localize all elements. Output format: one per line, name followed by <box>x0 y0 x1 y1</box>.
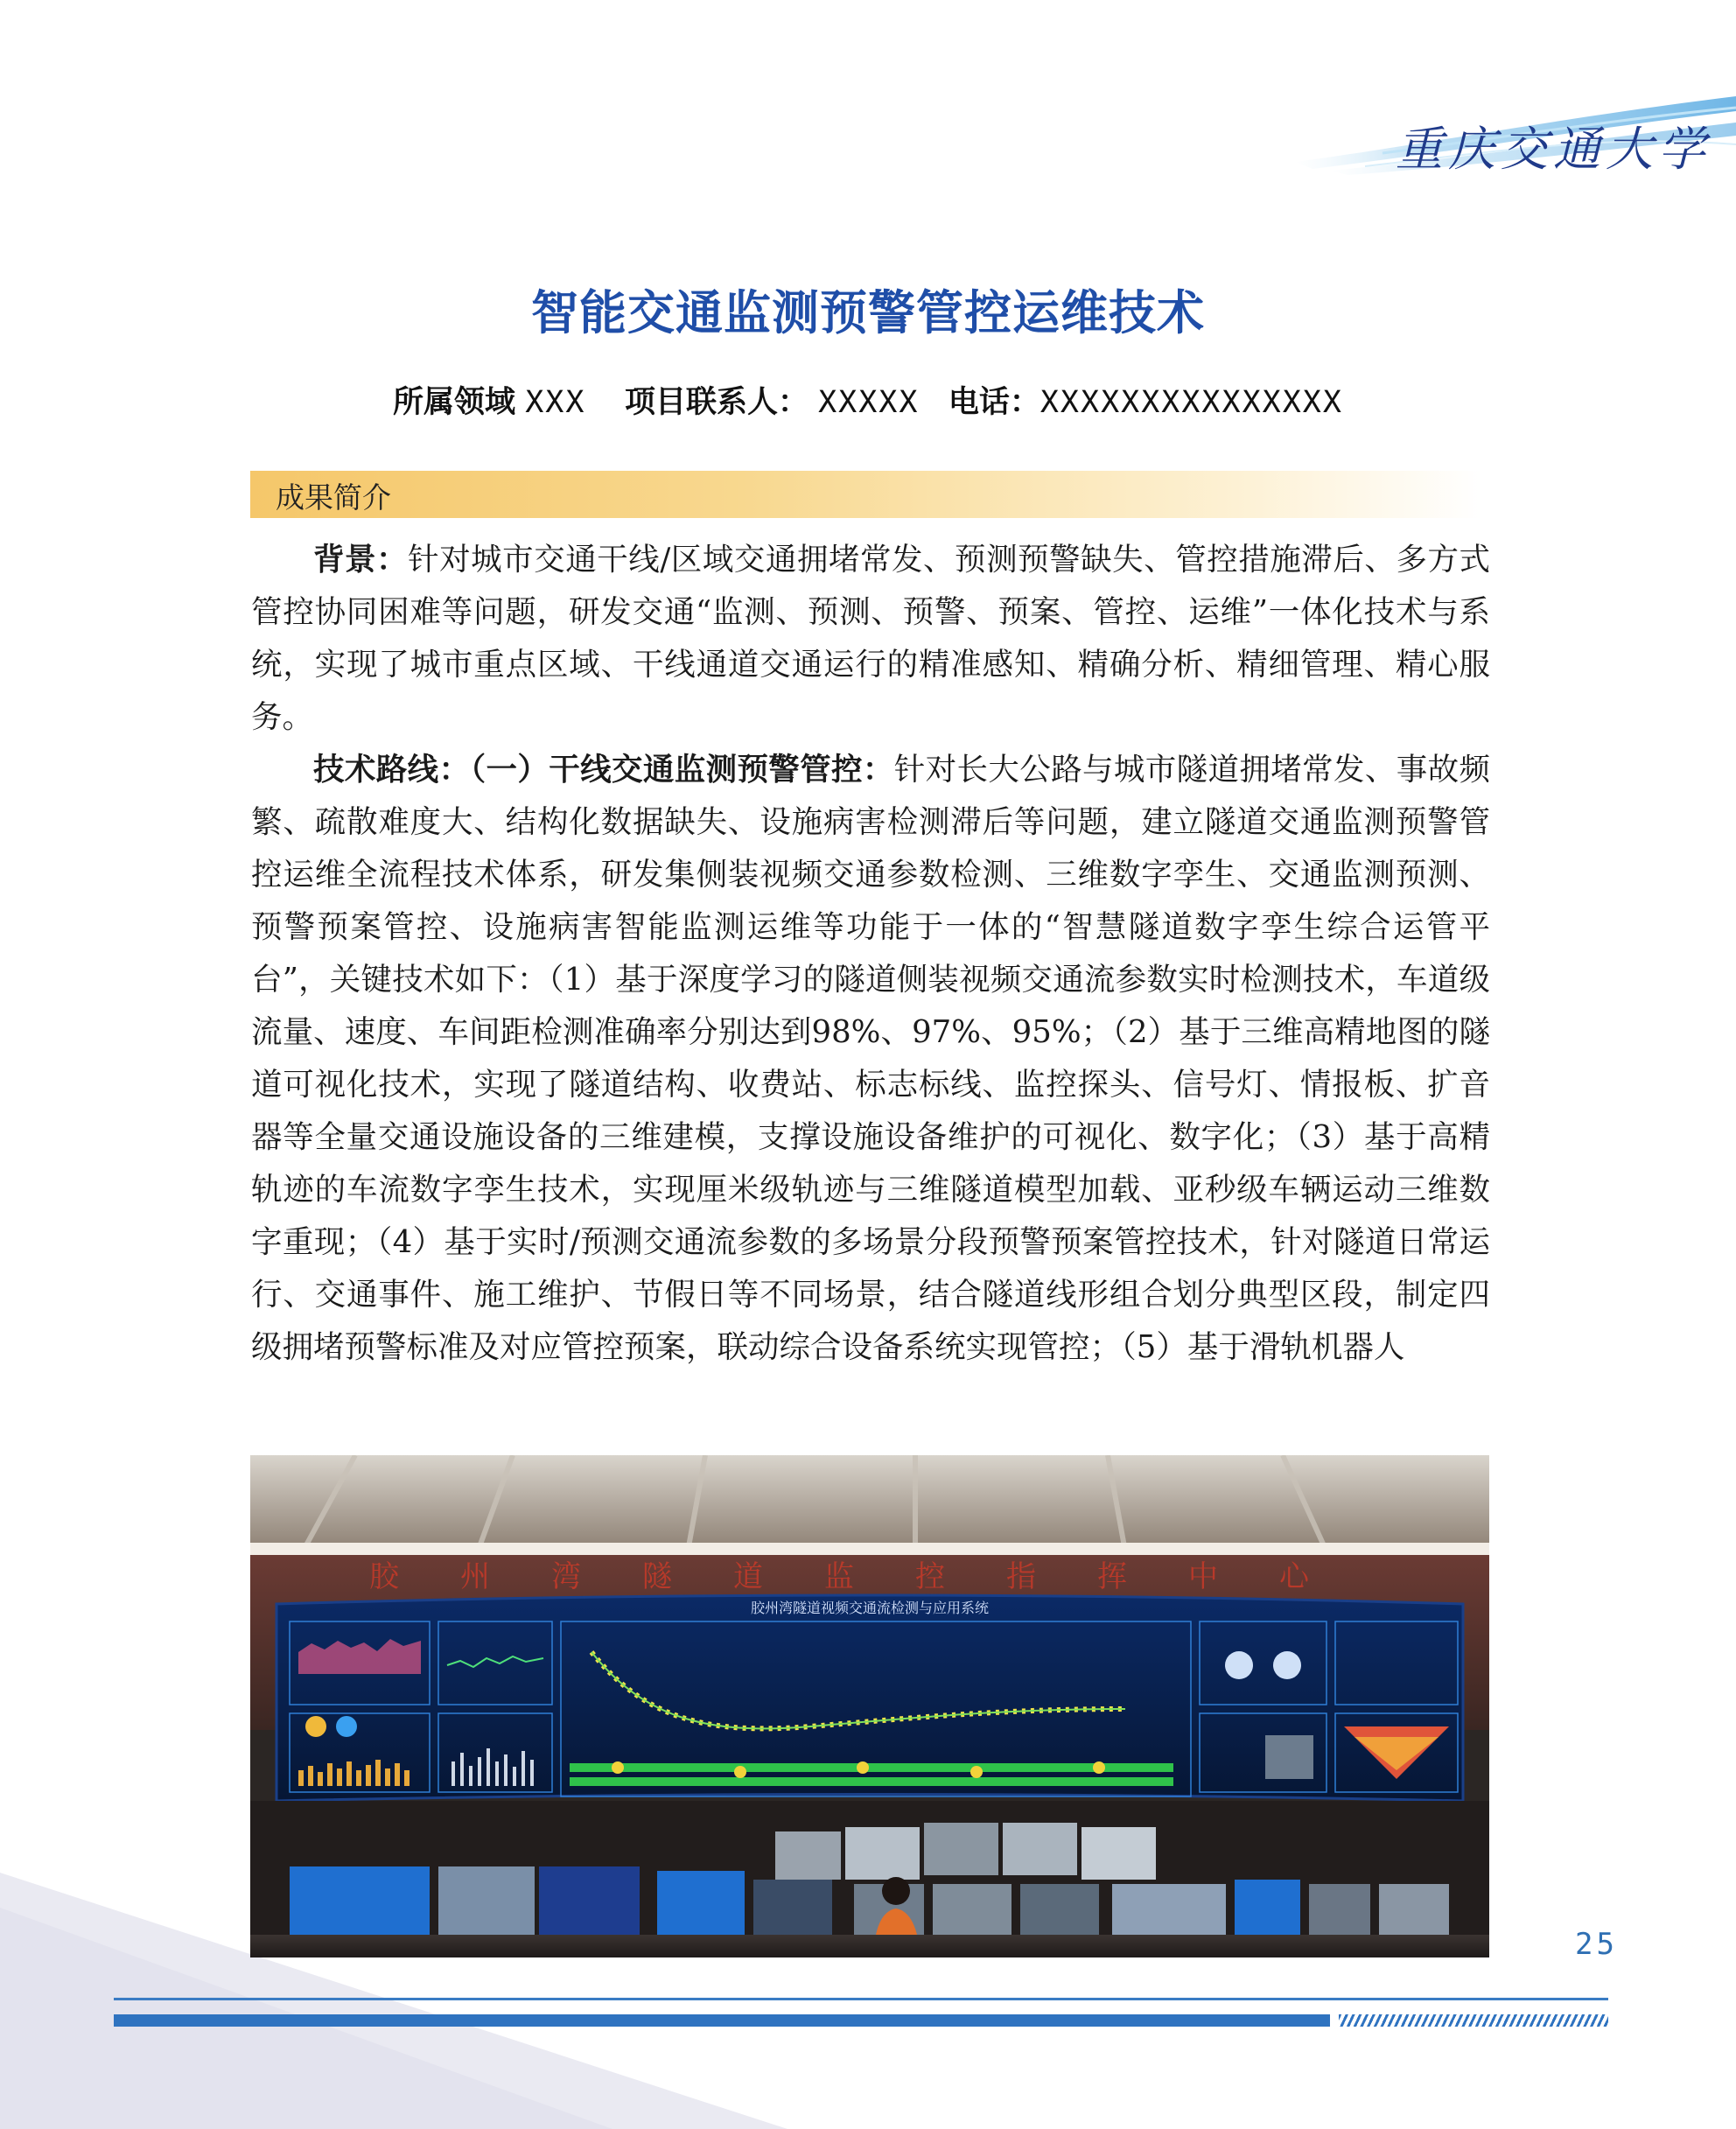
paragraph-background <box>251 534 1490 744</box>
paragraph-tech-route <box>251 744 1490 1374</box>
paragraph-text: 针对长大公路与城市隧道拥堵常发、事故频繁、疏散难度大、结构化数据缺失、设施病害检测滞后等问题，建立隧道交通监测预警管控运维全流程技术体系，研发集侧装视频交通参数检测、三维数字孪生、交通监测预测、预警预案管控、设施病害智能监测运维等功能于一体的“智慧隧道数字孪生综合运管平台”，关键技术如下：（1）基于深度学习的隧道侧装视频交通流参数实时检测技术，车道级流量、速度、车间距检测准确率分别达到98%、97%、95%；（2）基于三维高精地图的隧道可视化技术，实现了隧道结构、收费站、标志标线、监控探头、信号灯、情报板、扩音器等全量交通设施设备的三维建模，支撑设施设备维护的可视化、数字化；（3）基于高精轨迹的车流数字孪生技术，实现厘米级轨迹与三维隧道模型加载、亚秒级车辆运动三维数字重现；（4）基于实时/预测交通流参数的多场景分段预警预案管控技术，针对隧道日常运行、交通事件、施工维护、节假日等不同场景，结合隧道线形组合划分典型区段，制定四级拥堵预警标准及对应管控预案，联动综合设备系统实现管控；（5）基于滑轨机器人 <box>251 752 1490 1365</box>
contact-value: XXXXX <box>818 385 920 420</box>
section-label: 成果简介 <box>276 480 391 515</box>
field-value: XXX <box>525 385 586 420</box>
wall-banner: 胶州湾隧道监控指挥中心 <box>369 1559 1370 1594</box>
screen-title: 胶州湾隧道视频交通流检测与应用系统 <box>750 1600 990 1616</box>
project-meta <box>0 378 1736 422</box>
contact-label: 项目联系人： <box>624 385 808 420</box>
footer-rule-thin <box>114 1998 1608 2000</box>
page-title: 智能交通监测预警管控运维技术 <box>531 285 1205 340</box>
paragraph-lead: 背景： <box>313 542 409 578</box>
section-header-bar <box>250 471 1482 518</box>
footer-hatch <box>1339 2014 1608 2027</box>
paragraph-text: 针对城市交通干线/区域交通拥堵常发、预测预警缺失、管控措施滞后、多方式管控协同困难等问题，研发交通“监测、预测、预警、预案、管控、运维”一体化技术与系统，实现了城市重点区域、干线通道交通运行的精准感知、精确分析、精细管理、精心服务。 <box>251 542 1490 735</box>
phone-label: 电话： <box>948 385 1040 420</box>
control-center-photo <box>250 1455 1489 1957</box>
university-logo-text: 重庆交通大学 <box>1396 122 1711 177</box>
footer-rule-thick <box>114 2014 1330 2027</box>
phone-value: XXXXXXXXXXXXXXX <box>1040 385 1343 420</box>
photo-illustration <box>250 1455 1489 1957</box>
field-label: 所属领域 <box>393 385 516 420</box>
paragraph-lead: 技术路线：（一）干线交通监测预警管控： <box>313 752 894 788</box>
page-number: 25 <box>1575 1927 1618 1962</box>
body-text <box>251 534 1490 1374</box>
